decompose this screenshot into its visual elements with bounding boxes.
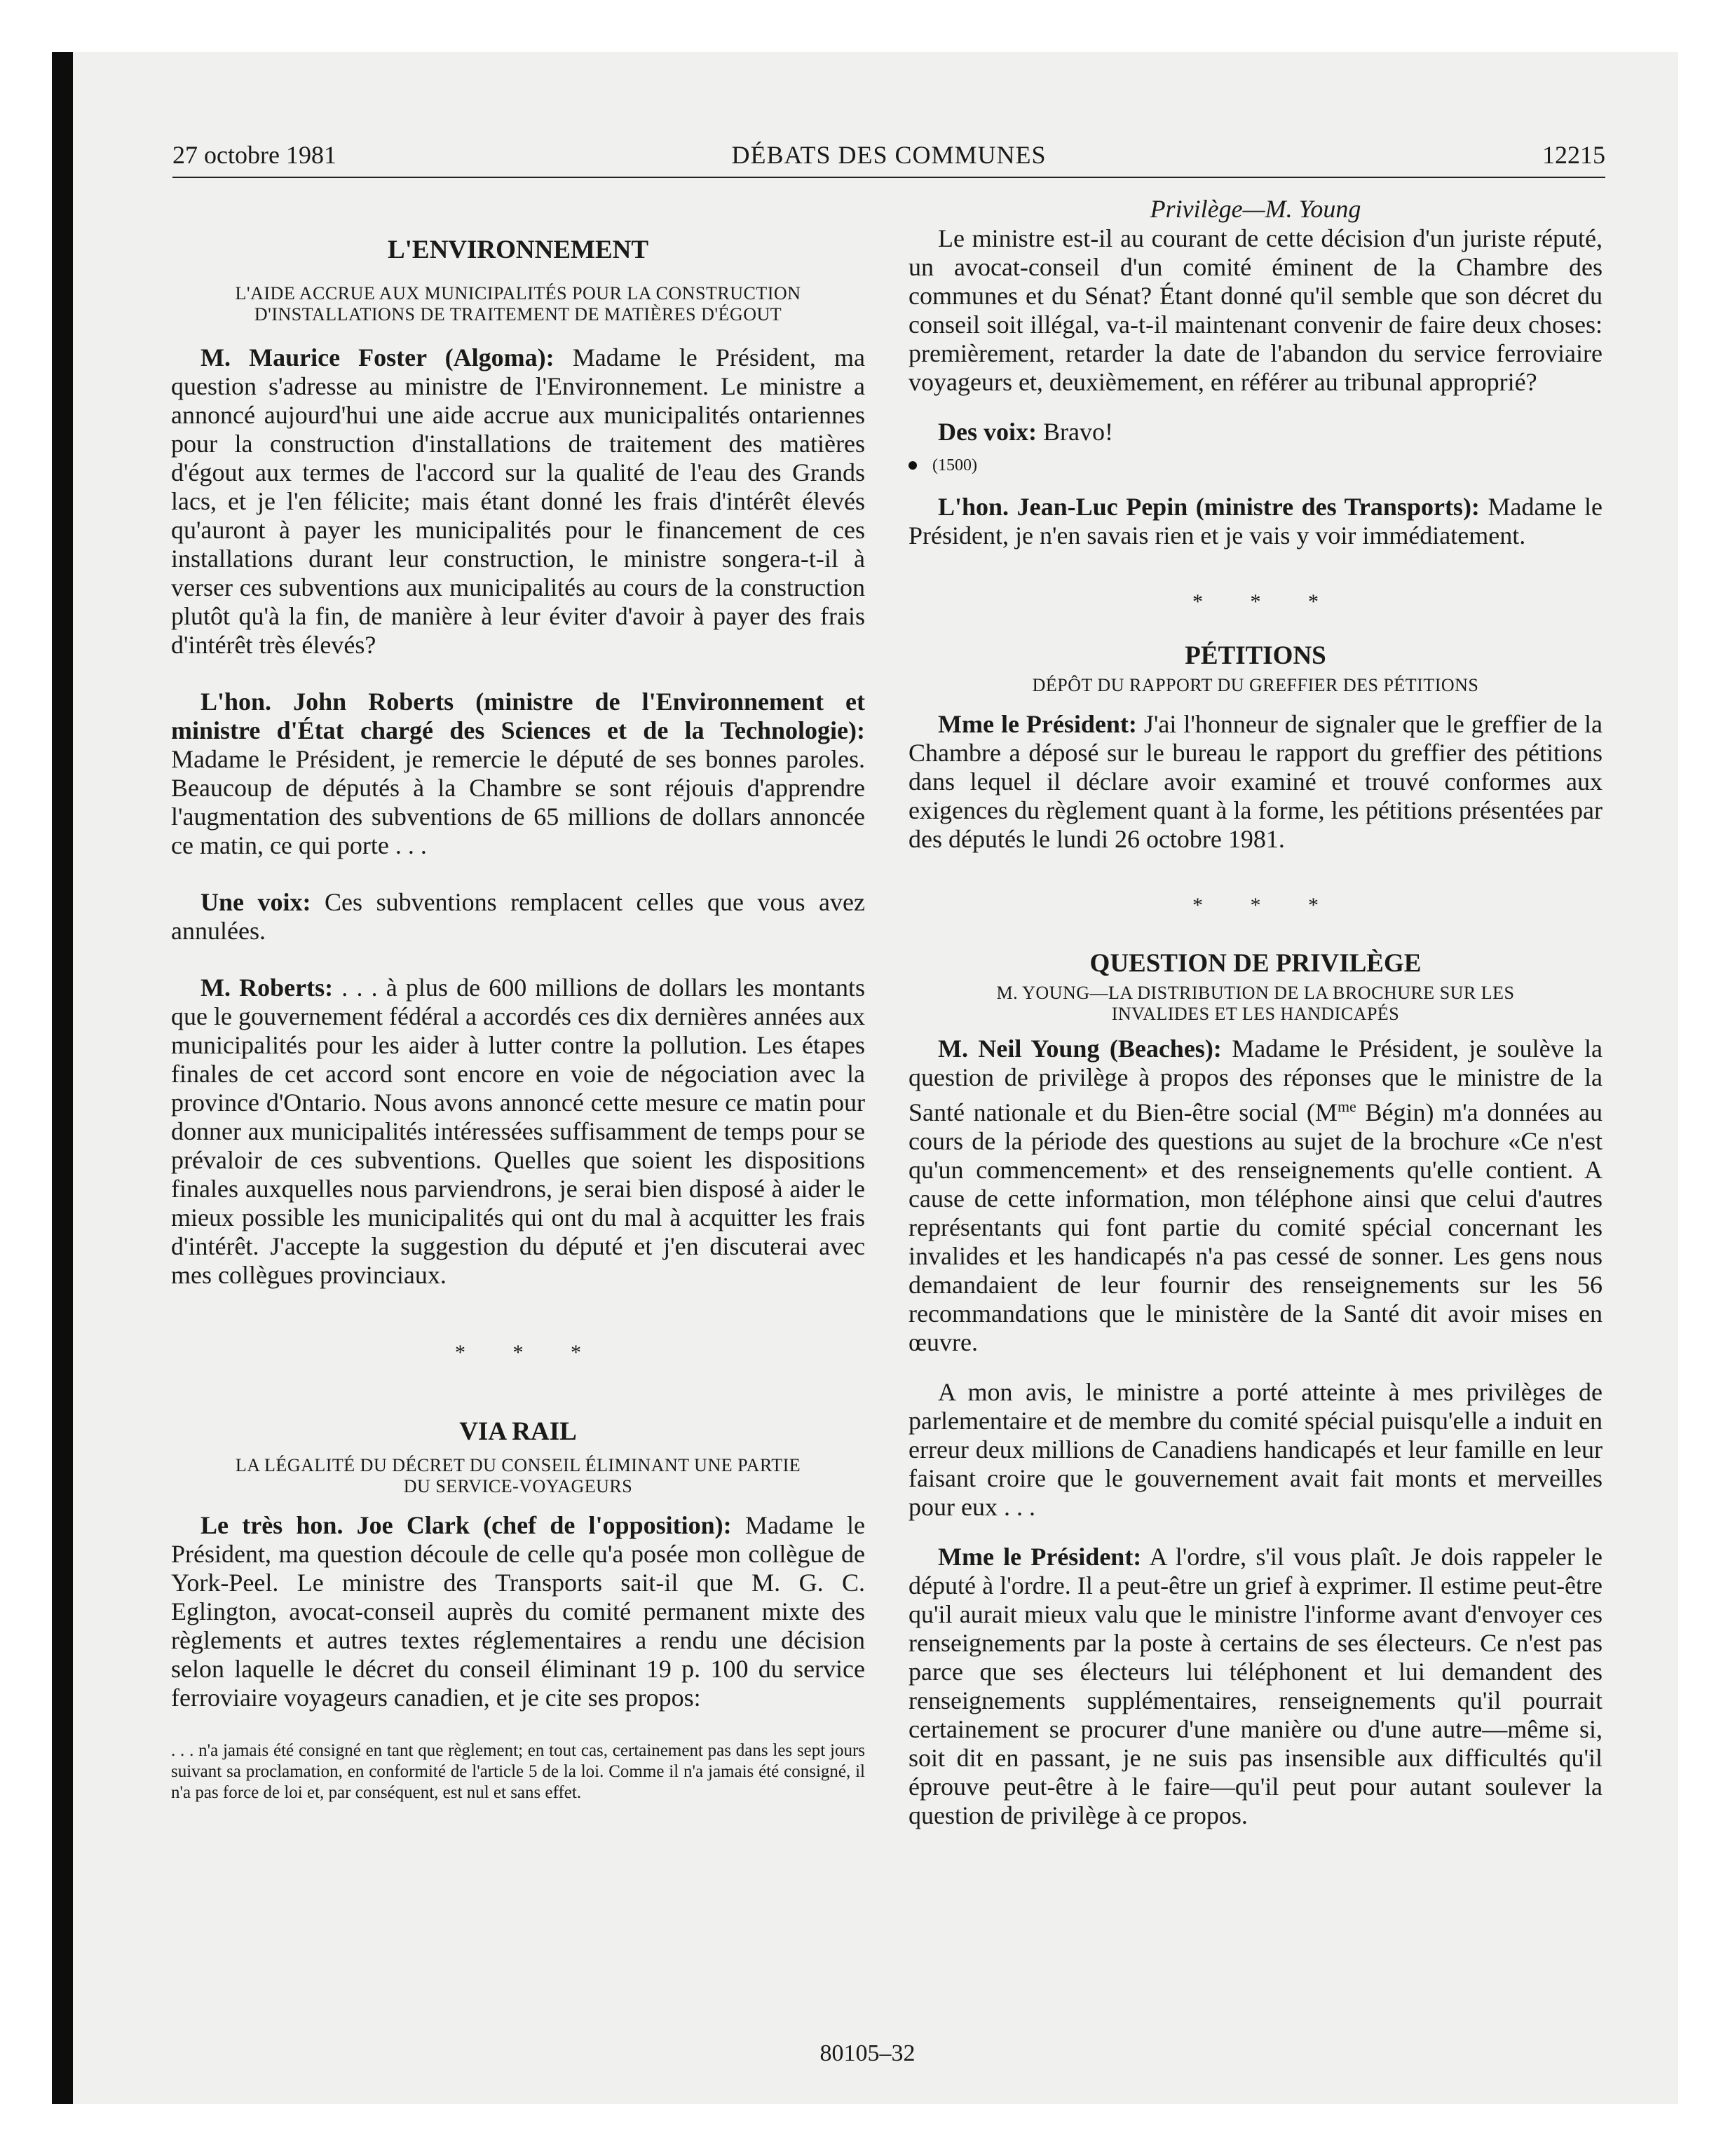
separator-stars-2: * * * bbox=[1192, 590, 1340, 613]
section-subtitle-via-rail-2: DU SERVICE-VOYAGEURS bbox=[403, 1476, 633, 1496]
speaker-voices: Des voix: bbox=[938, 418, 1037, 446]
section-title-petitions: PÉTITIONS bbox=[1185, 641, 1326, 670]
speaker-roberts: L'hon. John Roberts (ministre de l'Environnement et ministre d'État chargé des Sciences et de la Technologie): bbox=[171, 688, 865, 744]
speech-voices bbox=[909, 418, 1603, 446]
speech-clark bbox=[171, 1511, 865, 1712]
speech-young-continued: A mon avis, le ministre a porté atteinte à mes privilèges de parlementaire et de membre du comité spécial puisqu'elle a induit en erreur deux millions de Canadiens handicapés et leur famille en leur faisant croire que le gouvernement avait fait monts et merveilles pour eux . . . bbox=[909, 1378, 1603, 1521]
speech-foster-text: Madame le Président, ma question s'adresse au ministre de l'Environnement. Le ministre a annoncé aujourd'hui une aide accrue aux municipalités ontariennes pour la construction d'installations de traitement des matières d'égout aux termes de l'accord sur la qualité de l'eau des Grands lacs, et je l'en félicite; mais étant donné les frais d'intérêt élevés qu'auront à payer les municipalités pour le financement de ces installations durant leur construction, le ministre songera-t-il à verser ces subventions aux municipalités au cours de la construction plutôt qu'à la fin, de manière à leur éviter d'avoir à payer des frais d'intérêt très élevés? bbox=[171, 343, 866, 659]
speaker-mme-president-2: Mme le Président: bbox=[938, 1543, 1142, 1571]
speech-roberts-2 bbox=[171, 974, 865, 1290]
speech-roberts-text: Madame le Président, je remercie le député de ses bonnes paroles. Beaucoup de députés à la Chambre se sont réjouis d'apprendre l'augmentation des subventions de 65 millions de dollars annoncée ce matin, ce qui porte . . . bbox=[171, 745, 865, 859]
bullet-icon bbox=[909, 461, 917, 470]
header-page-number: 12215 bbox=[1542, 141, 1605, 169]
speech-young bbox=[909, 1035, 1603, 1357]
speaker-young: M. Neil Young (Beaches): bbox=[938, 1035, 1222, 1063]
speech-young-text-1: Madame le Président, je soulève la question de privilège à propos des réponses que le ministre de la Santé nationale et du Bien-être social (M bbox=[909, 1035, 1603, 1126]
speech-voice bbox=[171, 888, 865, 946]
superscript-me: me bbox=[1337, 1098, 1356, 1115]
separator-stars-3: * * * bbox=[1192, 894, 1340, 917]
separator-stars-1: * * * bbox=[455, 1341, 602, 1364]
section-title-environment: L'ENVIRONNEMENT bbox=[387, 236, 649, 264]
section-subtitle-via-rail-1: LA LÉGALITÉ DU DÉCRET DU CONSEIL ÉLIMINANT UNE PARTIE bbox=[235, 1455, 801, 1475]
section-subtitle-petitions: DÉPÔT DU RAPPORT DU GREFFIER DES PÉTITIONS bbox=[1032, 675, 1479, 695]
speech-speaker-petitions-text: J'ai l'honneur de signaler que le greffier de la Chambre a déposé sur le bureau le rapport du greffier des pétitions dans lequel il déclare avoir examiné et trouvé conformes aux exigences du règlement quant à la forme, les pétitions présentées par des députés le lundi 26 octobre 1981. bbox=[909, 710, 1603, 853]
speech-pepin-text: Madame le Président, je n'en savais rien et je vais y voir immédiatement. bbox=[909, 493, 1603, 550]
left-column bbox=[171, 193, 865, 1803]
time-marker bbox=[909, 453, 1603, 477]
speech-speaker-ruling bbox=[909, 1543, 1603, 1830]
speaker-clark: Le très hon. Joe Clark (chef de l'opposition): bbox=[200, 1511, 732, 1539]
speech-pepin bbox=[909, 493, 1603, 550]
speech-roberts-2-text: . . . à plus de 600 millions de dollars les montants que le gouvernement fédéral a accordés ces dix dernières années aux municipalités pour les aider à lutter contre la pollution. Les étapes finales de cet accord sont encore en voie de négociation avec la province d'Ontario. Nous avons annoncé cette mesure ce matin pour donner aux municipalités intéressées suffisamment de temps pour se prévaloir de ces subventions. Quelles que soient les dispositions finales auxquelles nous parviendrons, je serai bien disposé à aider le mieux possible les municipalités qui ont du mal à acquitter les frais d'intérêt. J'accepte la suggestion du député et j'en discuterai avec mes collègues provinciaux. bbox=[171, 974, 865, 1289]
speaker-pepin: L'hon. Jean-Luc Pepin (ministre des Transports): bbox=[938, 493, 1480, 521]
footer-code: 80105–32 bbox=[819, 2040, 916, 2066]
speech-voices-text: Bravo! bbox=[1042, 418, 1113, 446]
speech-young-text-2: Bégin) m'a données au cours de la période des questions au sujet de la brochure «Ce n'est qu'un commencement» et des renseignements qu'elle contient. A cause de cette information, mon téléphone ainsi que celui d'autres représentants qui font partie du comité spécial concernant les invalides et les handicapés n'a pas cessé de sonner. Les gens nous demandaient de leur fournir des renseignements sur les 56 recommandations que le ministère de la Santé dit avoir mises en œuvre. bbox=[909, 1098, 1603, 1356]
section-title-via-rail: VIA RAIL bbox=[459, 1417, 577, 1446]
speech-voice-text: Ces subventions remplacent celles que vous avez annulées. bbox=[171, 888, 865, 945]
section-subtitle-environment-1: L'AIDE ACCRUE AUX MUNICIPALITÉS POUR LA CONSTRUCTION bbox=[235, 283, 801, 303]
speech-clark-continued: Le ministre est-il au courant de cette décision d'un juriste réputé, un avocat-conseil d'un comité éminent de la Chambre des communes et du Sénat? Étant donné qu'il semble que son décret du conseil soit illégal, va-t-il maintenant convenir de faire deux choses: premièrement, retarder la date de l'abandon du service ferroviaire voyageurs et, deuxièmement, en référer au tribunal approprié? bbox=[909, 224, 1603, 396]
speech-speaker-petitions bbox=[909, 710, 1603, 854]
time-marker-text: (1500) bbox=[932, 456, 977, 475]
speaker-foster: M. Maurice Foster (Algoma): bbox=[200, 343, 554, 371]
section-title-privilege: QUESTION DE PRIVILÈGE bbox=[1089, 949, 1422, 978]
page-header bbox=[172, 137, 1605, 178]
speech-speaker-ruling-text: A l'ordre, s'il vous plaît. Je dois rappeler le député à l'ordre. Il a peut-être un grief à exprimer. Il estime peut-être qu'il aurait mieux valu que le ministre l'informe avant d'envoyer ces renseignements par la poste à certains de ses électeurs. Ce n'est pas parce que ses électeurs lui téléphonent et lui demandent des renseignements supplémentaires, renseignements qu'il pourrait certainement se procurer d'une manière ou d'une autre—même si, soit dit en passant, je ne suis pas insensible aux difficultés qu'il éprouve peut-être à le faire—qu'il peut pour autant soulever la question de privilège à ce propos. bbox=[909, 1543, 1603, 1829]
speaker-voice: Une voix: bbox=[200, 888, 311, 916]
section-subtitle-privilege-1: M. YOUNG—LA DISTRIBUTION DE LA BROCHURE SUR LES bbox=[996, 983, 1515, 1003]
speech-clark-text: Madame le Président, ma question découle de celle qu'a posée mon collègue de York-Peel. Le ministre des Transports sait-il que M. G. C. Eglington, avocat-conseil auprès du comité permanent mixte des règlements et autres textes réglementaires a rendu une décision selon laquelle le décret du conseil éliminant 19 p. 100 du service ferroviaire voyageurs canadien, et je cite ses propos: bbox=[171, 1511, 866, 1712]
speech-foster bbox=[171, 343, 865, 660]
quoted-ruling: . . . n'a jamais été consigné en tant que règlement; en tout cas, certainement pas dans les sept jours suivant sa proclamation, en conformité de l'article 5 de la loi. Comme il n'a jamais été consigné, il n'a pas force de loi et, par conséquent, est nul et sans effet. bbox=[171, 1741, 865, 1802]
header-title: DÉBATS DES COMMUNES bbox=[731, 141, 1047, 169]
speaker-roberts-2: M. Roberts: bbox=[200, 974, 334, 1002]
scan-edge bbox=[52, 52, 73, 2104]
section-subtitle-privilege-2: INVALIDES ET LES HANDICAPÉS bbox=[1111, 1004, 1400, 1024]
speech-roberts bbox=[171, 688, 865, 860]
section-subtitle-environment-2: D'INSTALLATIONS DE TRAITEMENT DE MATIÈRES D'ÉGOUT bbox=[254, 304, 782, 325]
header-date: 27 octobre 1981 bbox=[172, 141, 336, 169]
speaker-mme-president: Mme le Président: bbox=[938, 710, 1137, 738]
running-head: Privilège—M. Young bbox=[1150, 195, 1361, 223]
right-column bbox=[909, 193, 1603, 1830]
